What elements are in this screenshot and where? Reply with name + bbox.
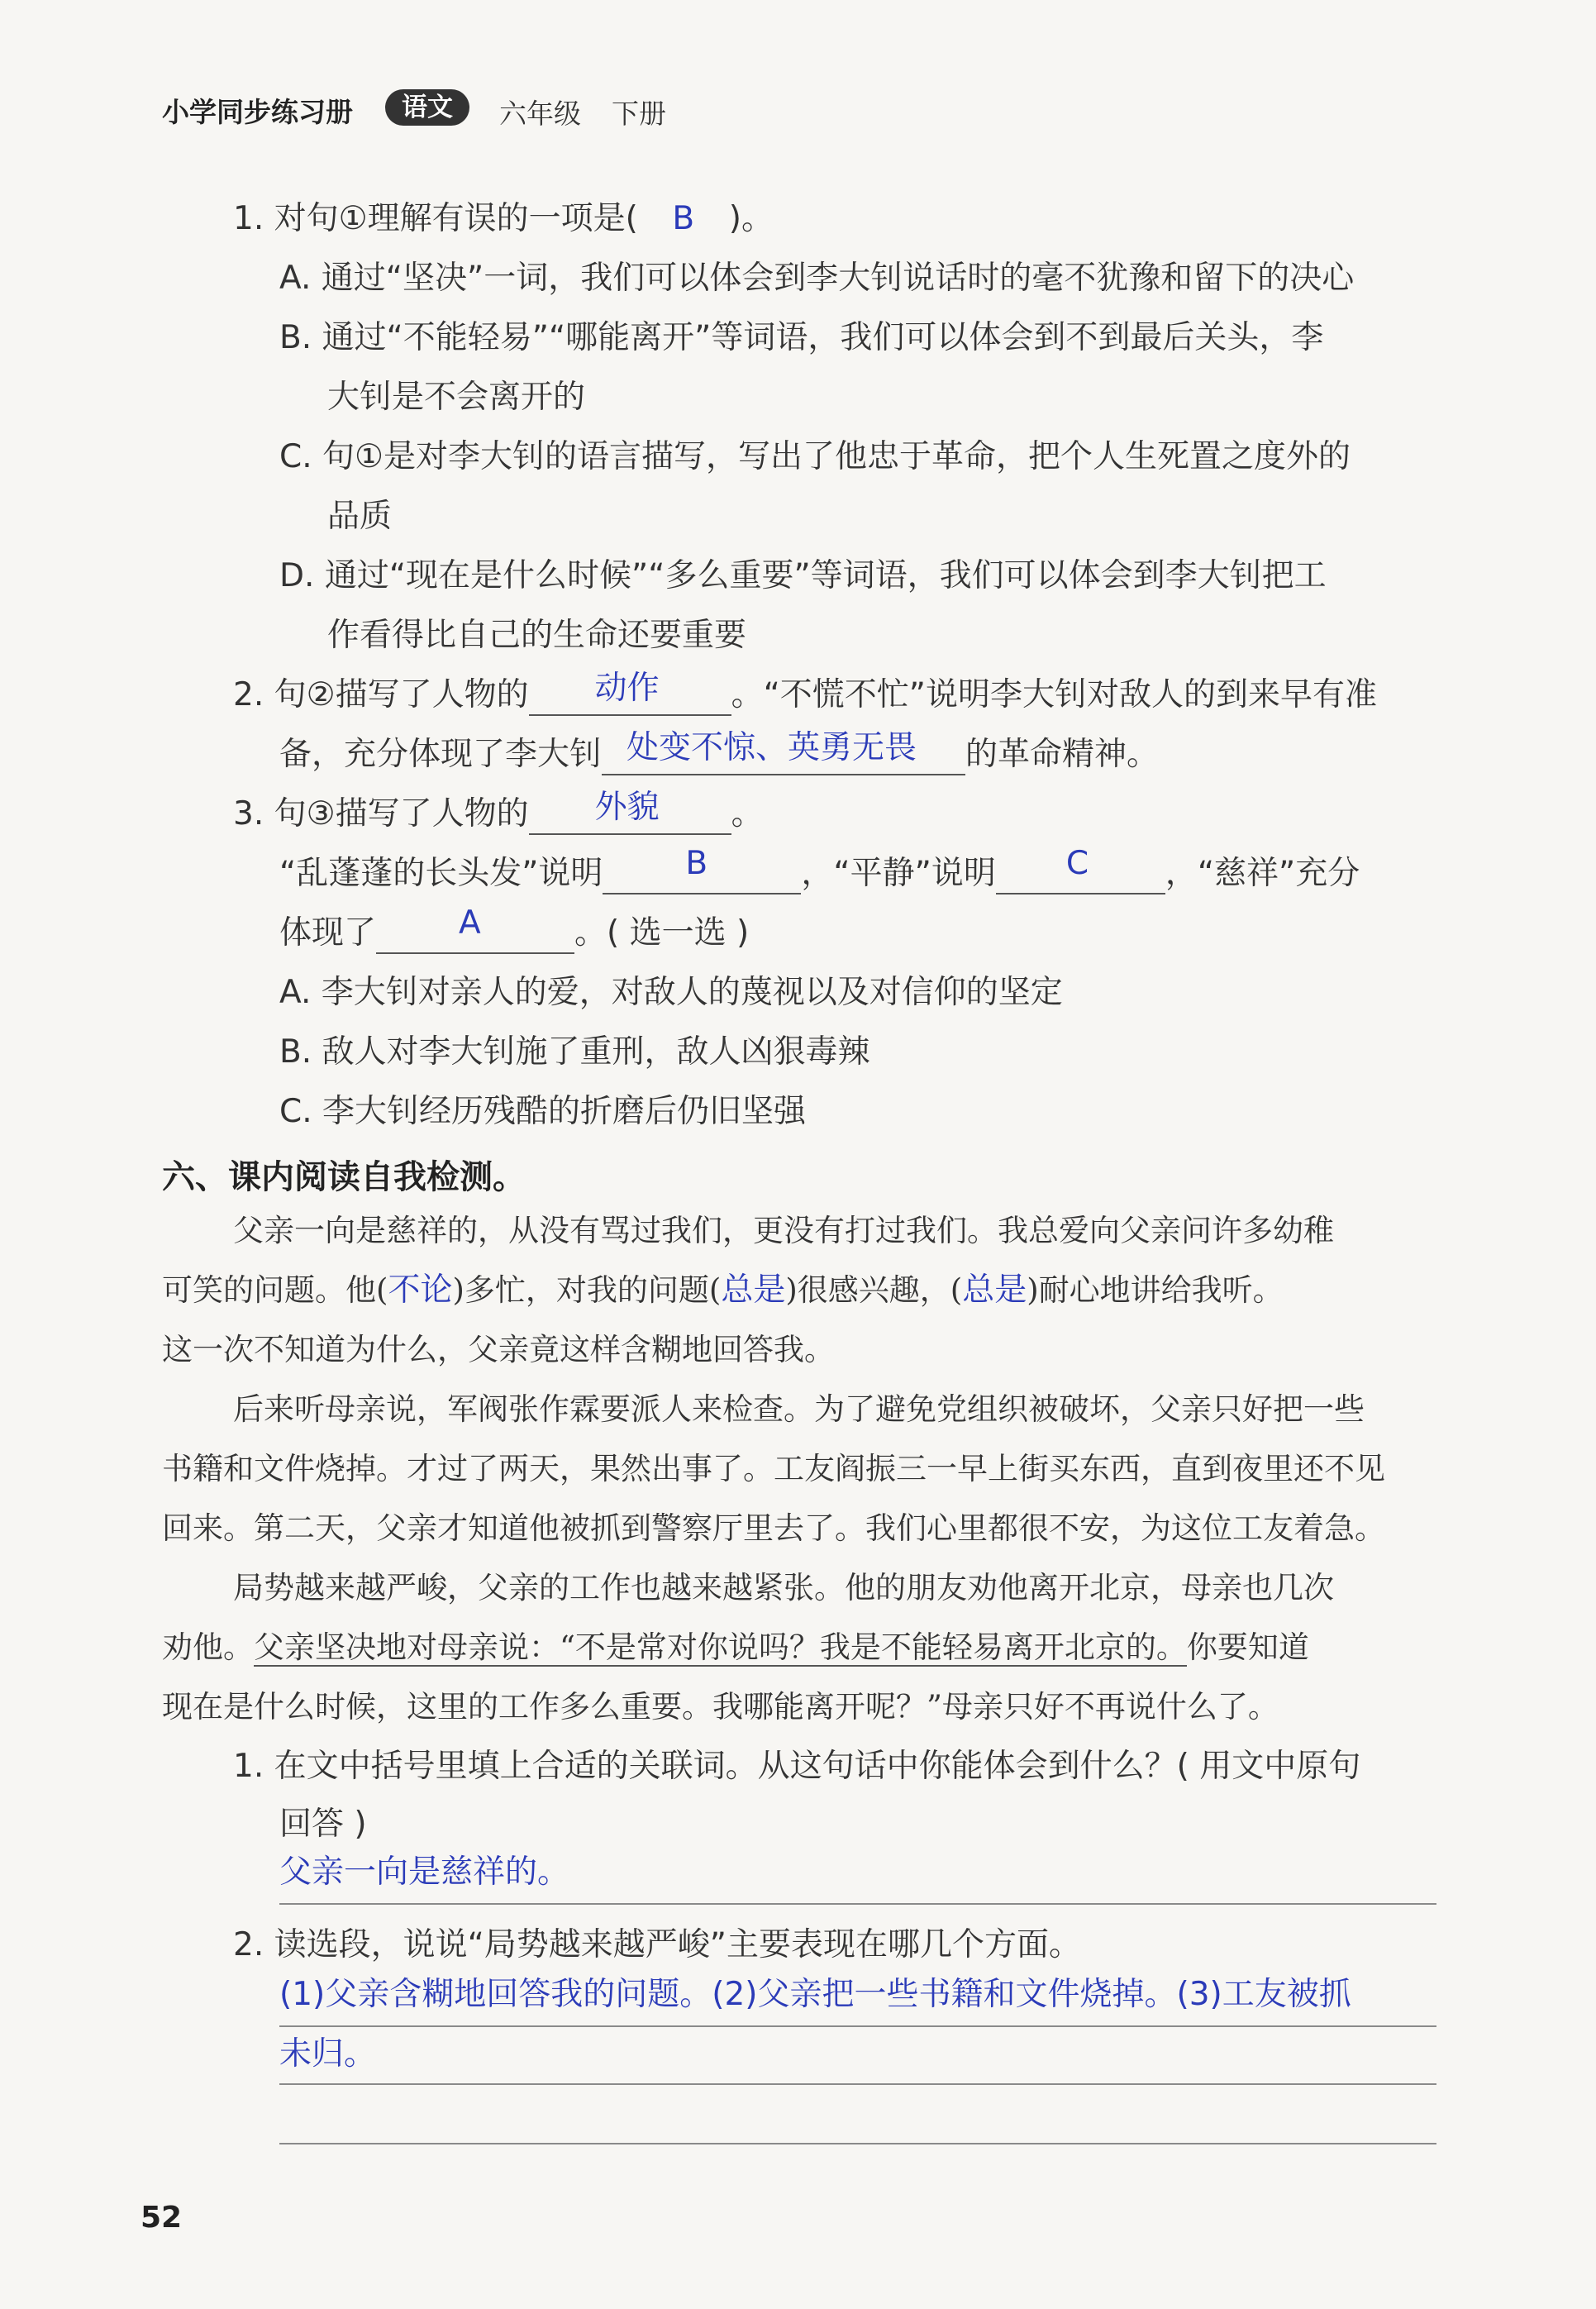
q1-option-b: B. 通过“不能轻易”“哪能离开”等词语，我们可以体会到不到最后关头，李 (279, 319, 1324, 356)
passage-p1-l1: 父亲一向是慈祥的，从没有骂过我们，更没有打过我们。我总爱向父亲问许多幼稚 (233, 1213, 1334, 1248)
passage-p2-l1: 后来听母亲说，军阀张作霖要派人来检查。为了避免党组织被破坏，父亲只好把一些 (233, 1391, 1365, 1427)
q2-line1: 2. 句②描写了人物的 动作 。“不慌不忙”说明李大钊对敌人的到来早有准 (233, 675, 1377, 716)
section-6-title: 六、课内阅读自我检测。 (162, 1158, 526, 1196)
q3-line1: 3. 句③描写了人物的 外貌 。 (233, 794, 764, 835)
underlined-sentence: 父亲坚决地对母亲说：“不是常对你说吗？我是不能轻易离开北京的。 (254, 1629, 1187, 1665)
passage-p1-l2: 可笑的问题。他(不论)多忙，对我的问题(总是)很感兴趣，(总是)耐心地讲给我听。 (162, 1271, 1284, 1309)
q2-blank-2[interactable] (602, 729, 965, 775)
grade-label: 六年级 (499, 98, 581, 130)
q3-option-a: A. 李大钊对亲人的爱，对敌人的蔑视以及对信仰的坚定 (279, 974, 1063, 1011)
answer-line[interactable] (279, 1903, 1436, 1905)
s6-q2-answer-l1: (1)父亲含糊地回答我的问题。(2)父亲把一些书籍和文件烧掉。(3)工友被抓 (279, 1976, 1351, 2013)
s6-q1-stem-cont: 回答 ) (279, 1806, 367, 1843)
passage-answer-2: 总是 (721, 1271, 786, 1309)
passage-answer-3: 总是 (962, 1271, 1027, 1309)
passage-p2-l2: 书籍和文件烧掉。才过了两天，果然出事了。工友阎振三一早上街买东西，直到夜里还不见 (162, 1451, 1385, 1486)
q3-line3: 体现了 A 。( 选一选 ) (279, 913, 749, 954)
q1-option-c: C. 句①是对李大钊的语言描写，写出了他忠于革命，把个人生死置之度外的 (279, 438, 1351, 475)
q3-option-b: B. 敌人对李大钊施了重刑，敌人凶狠毒辣 (279, 1033, 870, 1071)
q3-blank-3[interactable] (996, 845, 1165, 894)
workbook-title: 小学同步练习册 (162, 96, 353, 128)
passage-p2-l3: 回来。第二天，父亲才知道他被抓到警察厅里去了。我们心里都很不安，为这位工友着急。 (162, 1510, 1385, 1546)
s6-q2-answer-l2: 未归。 (279, 2035, 377, 2073)
q1-option-d: D. 通过“现在是什么时候”“多么重要”等词语，我们可以体会到李大钊把工 (279, 557, 1327, 594)
q2-line2: 备，充分体现了李大钊 处变不惊、英勇无畏 的革命精神。 (279, 734, 1159, 775)
q1-option-d-cont: 作看得比自己的生命还要重要 (327, 617, 747, 654)
subject-badge: 语文 (385, 89, 469, 126)
q3-blank-1[interactable] (529, 789, 731, 835)
s6-q1-answer: 父亲一向是慈祥的。 (279, 1853, 570, 1891)
q1-stem: 1. 对句①理解有误的一项是( B )。 (233, 198, 774, 240)
answer-line[interactable] (279, 2143, 1436, 2144)
q3-blank-4[interactable] (376, 904, 574, 954)
passage-p1-l3: 这一次不知道为什么，父亲竟这样含糊地回答我。 (162, 1332, 835, 1367)
passage-p3-l2: 劝他。父亲坚决地对母亲说：“不是常对你说吗？我是不能轻易离开北京的。你要知道 (162, 1629, 1309, 1665)
q3-answer-3: C (1065, 845, 1089, 882)
q3-answer-4: A (459, 904, 481, 942)
q2-answer-1: 动作 (594, 670, 660, 707)
q1-option-b-cont: 大钊是不会离开的 (327, 379, 586, 416)
q3-answer-2: B (685, 845, 708, 882)
q1-answer: B (672, 200, 695, 237)
passage-p3-l1: 局势越来越严峻，父亲的工作也越来越紧张。他的朋友劝他离开北京，母亲也几次 (233, 1570, 1334, 1605)
q2-answer-2: 处变不惊、英勇无畏 (626, 729, 917, 766)
q2-blank-1[interactable] (529, 670, 731, 716)
answer-line[interactable] (279, 2083, 1436, 2085)
q1-option-a: A. 通过“坚决”一词，我们可以体会到李大钊说话时的毫不犹豫和留下的决心 (279, 260, 1355, 297)
s6-q2-stem: 2. 读选段，说说“局势越来越严峻”主要表现在哪几个方面。 (233, 1926, 1082, 1963)
answer-line[interactable] (279, 2025, 1436, 2027)
q3-blank-2[interactable] (603, 845, 801, 894)
q3-line2: “乱蓬蓬的长头发”说明 B ，“平静”说明 C ，“慈祥”充分 (279, 853, 1360, 894)
passage-p3-l3: 现在是什么时候，这里的工作多么重要。我哪能离开呢？”母亲只好不再说什么了。 (162, 1689, 1279, 1725)
passage-answer-1: 不论 (388, 1271, 453, 1309)
volume-label: 下册 (612, 98, 666, 130)
q1-option-c-cont: 品质 (327, 498, 393, 535)
q3-answer-1: 外貌 (594, 789, 660, 826)
q3-option-c: C. 李大钊经历残酷的折磨后仍旧坚强 (279, 1093, 807, 1130)
page-number: 52 (141, 2201, 183, 2235)
s6-q1-stem: 1. 在文中括号里填上合适的关联词。从这句话中你能体会到什么？( 用文中原句 (233, 1748, 1361, 1785)
